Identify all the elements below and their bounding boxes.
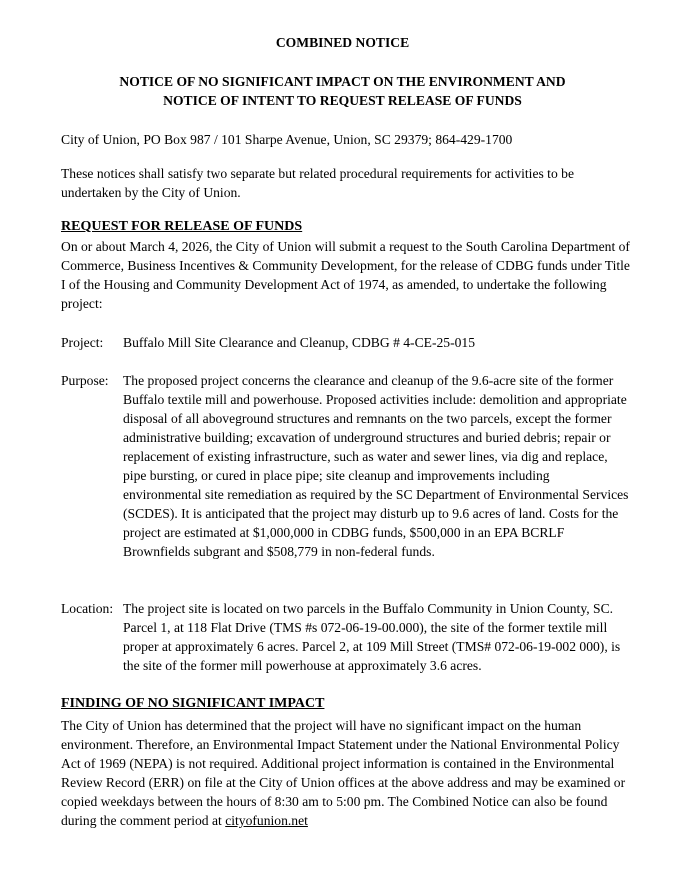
purpose-row	[61, 371, 631, 561]
finding-body	[61, 716, 631, 830]
project-text: Buffalo Mill Site Clearance and Cleanup, CDBG # 4-CE-25-015	[123, 335, 475, 350]
city-website-link[interactable]: cityofunion.net	[225, 813, 308, 828]
finding-body-text: The City of Union has determined that the project will have no significant impact on the human environment. Therefore, an Environmental Impact Statement under the National Environmental Policy Act of 1969 (NEPA) is not required. Additional project information is contained in the Environmental Review Record (ERR) on file at the City of Union offices at the above address and may be examined or copied weekdays between the hours of 8:30 am to 5:00 pm. The Combined Notice can also be found during the comment period at	[61, 718, 626, 828]
request-release-heading: REQUEST FOR RELEASE OF FUNDS	[61, 219, 303, 234]
project-label: Project:	[61, 335, 104, 350]
location-label: Location:	[61, 601, 114, 616]
notice-subtitle-line-2: NOTICE OF INTENT TO REQUEST RELEASE OF FUNDS	[163, 93, 522, 108]
location-row	[61, 599, 631, 675]
intro-paragraph: These notices shall satisfy two separate but related procedural requirements for activities to be undertaken by the City of Union.	[61, 166, 574, 200]
project-row	[61, 333, 631, 352]
request-release-body: On or about March 4, 2026, the City of Union will submit a request to the South Carolina Department of Commerce, Business Incentives & Community Development, for the release of CDBG funds under Title I of the Housing and Community Development Act of 1974, as amended, to undertake the following project:	[61, 239, 630, 311]
finding-heading: FINDING OF NO SIGNIFICANT IMPACT	[61, 696, 325, 711]
location-text: The project site is located on two parcels in the Buffalo Community in Union County, SC. Parcel 1, at 118 Flat Drive (TMS #s 072-06-19-00.000), the site of the former textile mill proper at approximately 6 acres. Parcel 2, at 109 Mill Street (TMS# 072-06-19-002 000), is the site of the former mill powerhouse at approximately 3.6 acres.	[123, 601, 621, 673]
notice-subtitle-line-1: NOTICE OF NO SIGNIFICANT IMPACT ON THE ENVIRONMENT AND	[119, 74, 566, 89]
document-title: COMBINED NOTICE	[275, 35, 410, 50]
contact-line: City of Union, PO Box 987 / 101 Sharpe Avenue, Union, SC 29379; 864-429-1700	[61, 132, 513, 147]
purpose-text: The proposed project concerns the clearance and cleanup of the 9.6-acre site of the former Buffalo textile mill and powerhouse. Proposed activities include: demolition and appropriate disposal of all aboveground structures and remnants on the two parcels, except the former administrative building; excavation of underground structures and buried debris; repair or replacement of existing infrastructure, such as water and sewer lines, via dig and replace, pipe bursting, or cured in place pipe; site cleanup and improvements including environmental site remediation as required by the SC Department of Environmental Services (SCDES). It is anticipated that the project may disturb up to 9.6 acres of land. Costs for the project are estimated at $1,000,000 in CDBG funds, $500,000 in an EPA BCRLF Brownfields subgrant and $508,779 in non-federal funds.	[123, 373, 629, 559]
purpose-label: Purpose:	[61, 373, 109, 388]
